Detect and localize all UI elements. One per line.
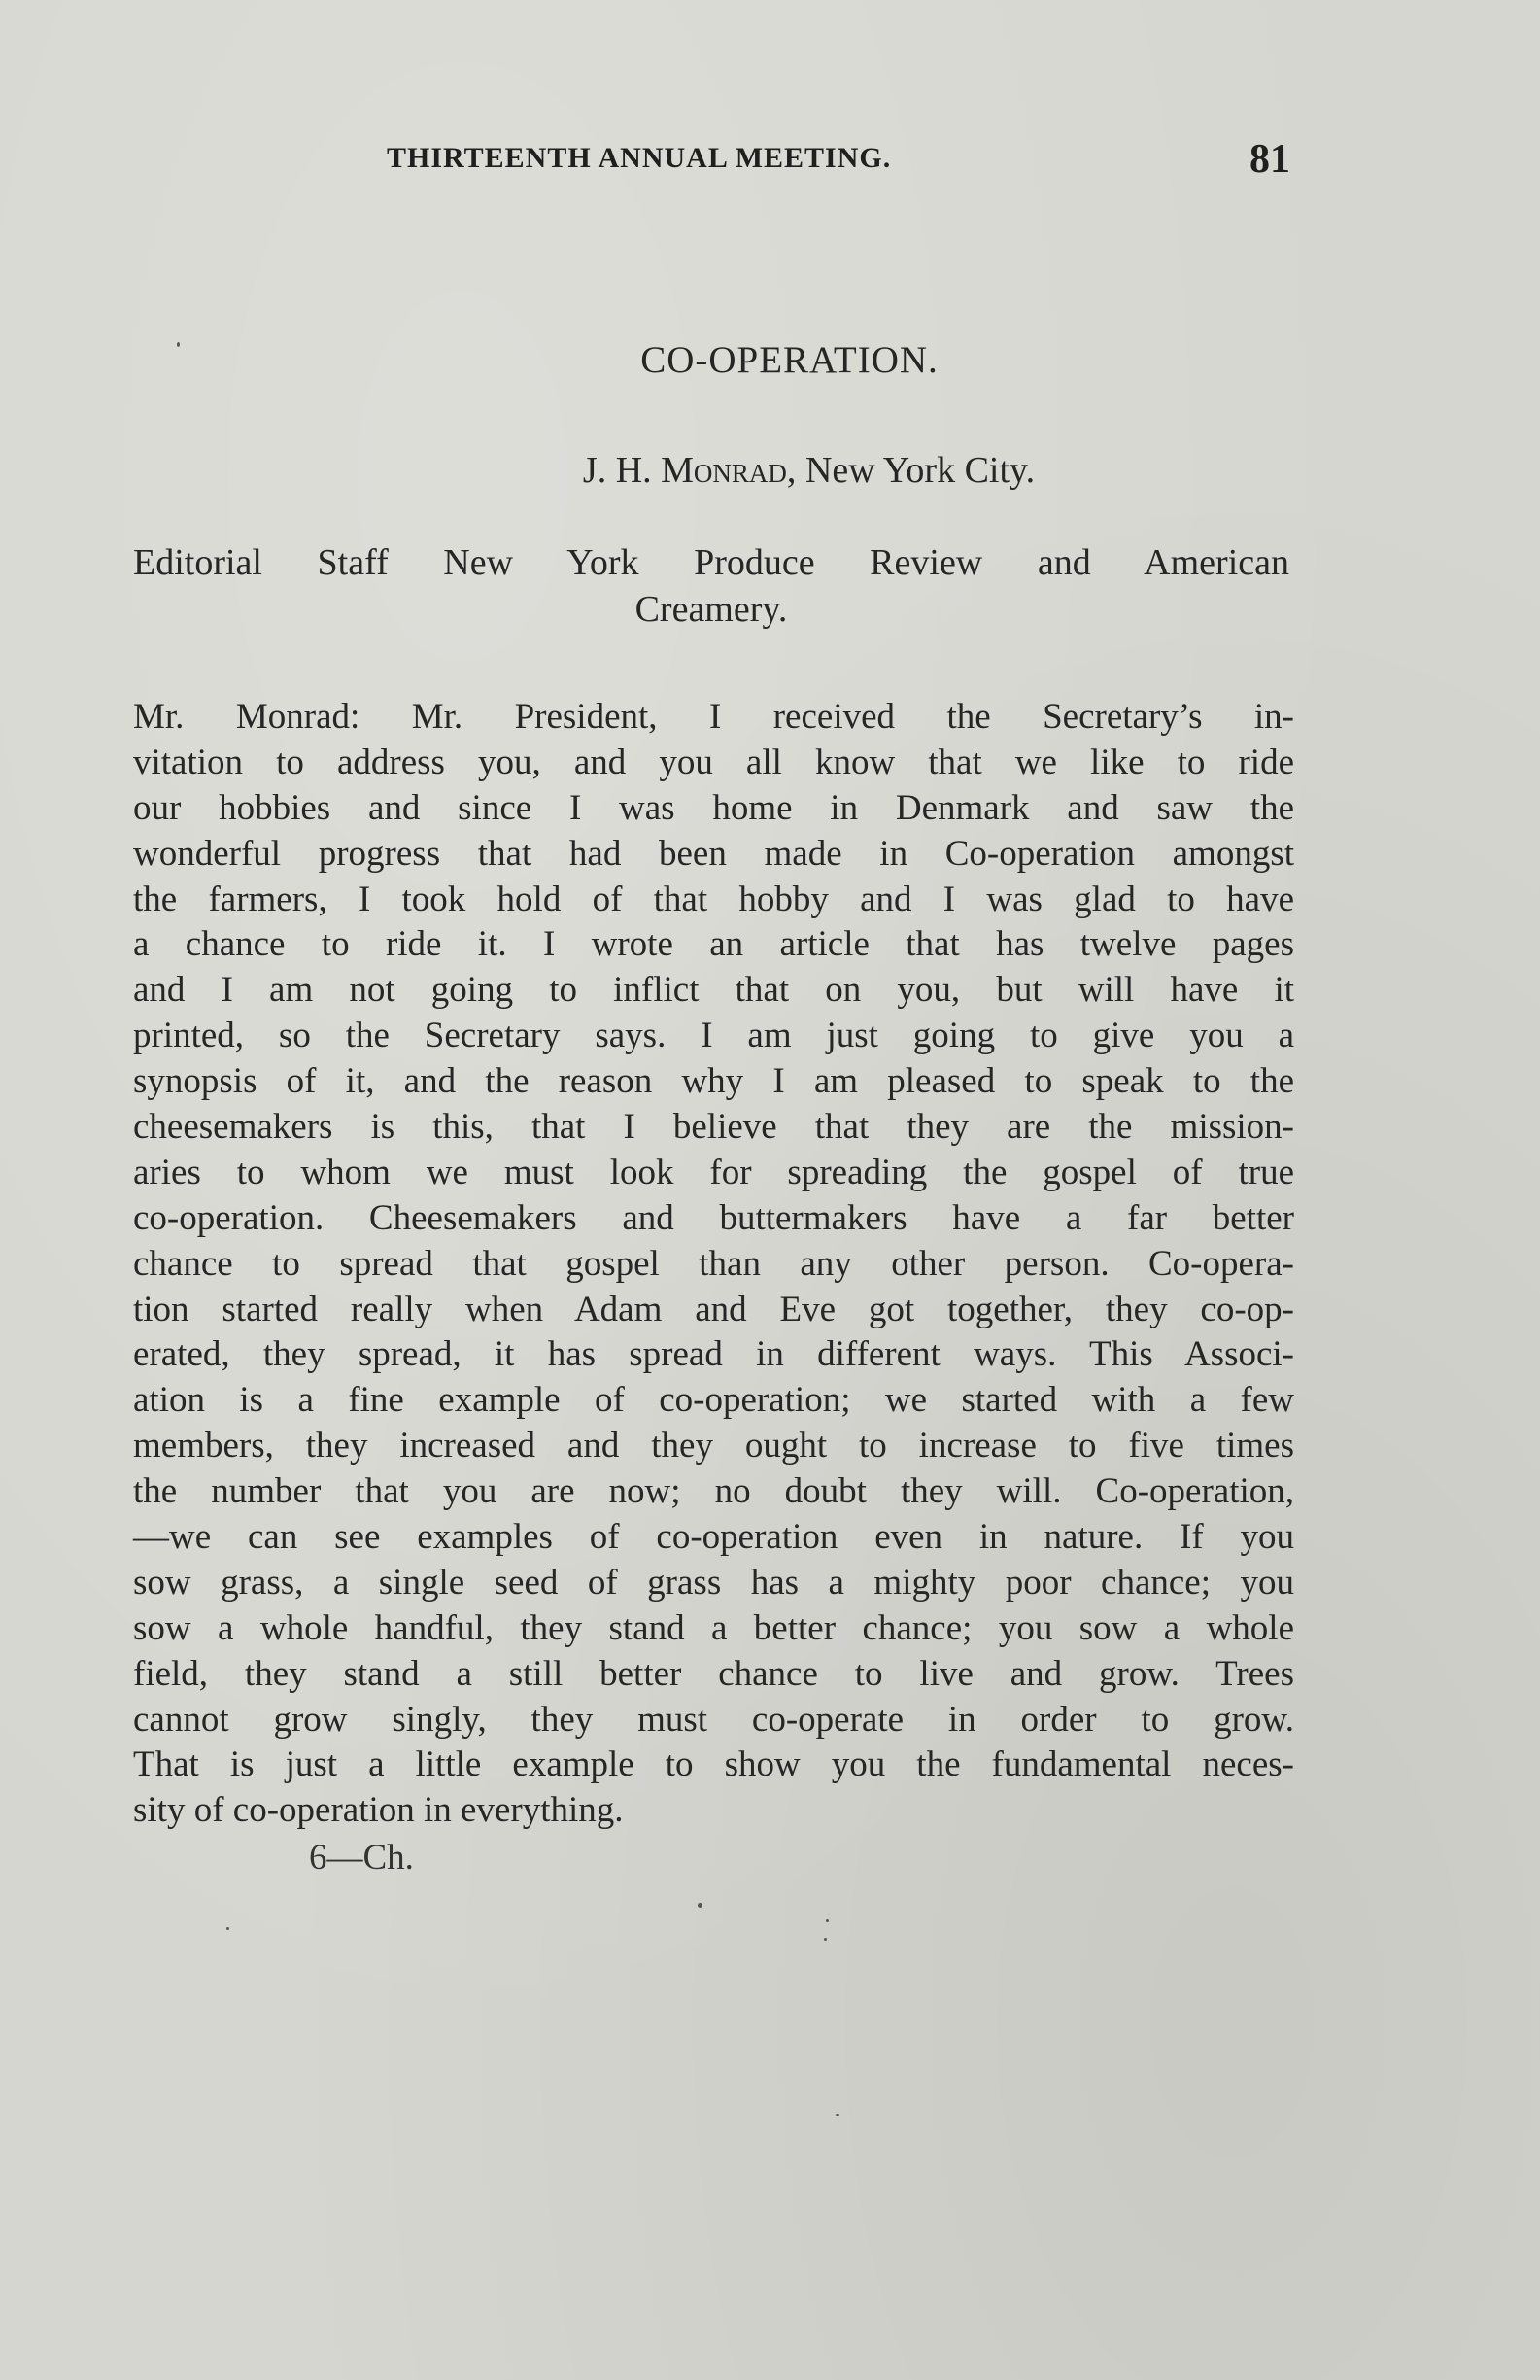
body-paragraph	[133, 695, 1294, 1834]
body-line: chance to spread that gospel than any other person. Co-opera-	[133, 1243, 1294, 1284]
author-location: New York City.	[796, 450, 1036, 491]
body-line: cannot grow singly, they must co-operate in order to grow.	[133, 1699, 1294, 1740]
body-line: ation is a fine example of co-operation; we started with a few	[133, 1380, 1294, 1421]
signature-mark: 6—Ch.	[309, 1838, 414, 1878]
author-affiliation	[133, 539, 1289, 633]
body-line: Mr. Monrad: Mr. President, I received the Secretary’s in-	[133, 697, 1294, 737]
body-line: a chance to ride it. I wrote an article that has twelve pages	[133, 924, 1294, 965]
body-line: aries to whom we must look for spreading the gospel of true	[133, 1152, 1294, 1192]
print-speck	[177, 342, 180, 347]
print-speck	[836, 2114, 839, 2116]
body-line: sity of co-operation in everything.	[133, 1790, 624, 1831]
body-line: co-operation. Cheesemakers and buttermakers have a far better	[133, 1197, 1294, 1238]
print-speck	[824, 1938, 827, 1941]
print-speck	[698, 1903, 702, 1908]
running-header	[387, 136, 1290, 185]
print-speck	[826, 1919, 829, 1922]
body-line: synopsis of it, and the reason why I am pleased to speak to the	[133, 1061, 1294, 1102]
body-line: cheesemakers is this, that I believe that they are the mission-	[133, 1107, 1294, 1148]
body-line: wonderful progress that had been made in Co-operation amongst	[133, 833, 1294, 874]
author-line	[0, 449, 1540, 492]
affiliation-line-2: Creamery.	[634, 589, 788, 630]
author-name: J. H. Monrad,	[582, 450, 797, 491]
running-title: THIRTEENTH ANNUAL MEETING.	[387, 142, 892, 174]
body-line: vitation to address you, and you all know that we like to ride	[133, 742, 1294, 782]
body-line: That is just a little example to show you the fundamental neces-	[133, 1744, 1294, 1785]
body-line: the farmers, I took hold of that hobby and I was glad to have	[133, 879, 1294, 919]
body-line: —we can see examples of co-operation even in nature. If you	[133, 1517, 1294, 1558]
article-title: CO-OPERATION.	[640, 339, 939, 381]
body-line: tion started really when Adam and Eve got together, they co-op-	[133, 1289, 1294, 1329]
body-line: field, they stand a still better chance to live and grow. Trees	[133, 1653, 1294, 1694]
body-line: erated, they spread, it has spread in different ways. This Associ-	[133, 1334, 1294, 1375]
body-line: printed, so the Secretary says. I am just going to give you a	[133, 1016, 1294, 1056]
page-number: 81	[1249, 137, 1290, 182]
affiliation-line-1: Editorial Staff New York Produce Review and American	[133, 542, 1289, 583]
body-line: members, they increased and they ought to increase to five times	[133, 1426, 1294, 1466]
print-speck	[226, 1927, 229, 1930]
body-line: sow a whole handful, they stand a better chance; you sow a whole	[133, 1607, 1294, 1648]
body-line: sow grass, a single seed of grass has a mighty poor chance; you	[133, 1562, 1294, 1603]
body-line: our hobbies and since I was home in Denmark and saw the	[133, 787, 1294, 828]
body-line: the number that you are now; no doubt they will. Co-operation,	[133, 1471, 1294, 1512]
body-line: and I am not going to inflict that on you, but will have it	[133, 970, 1294, 1011]
